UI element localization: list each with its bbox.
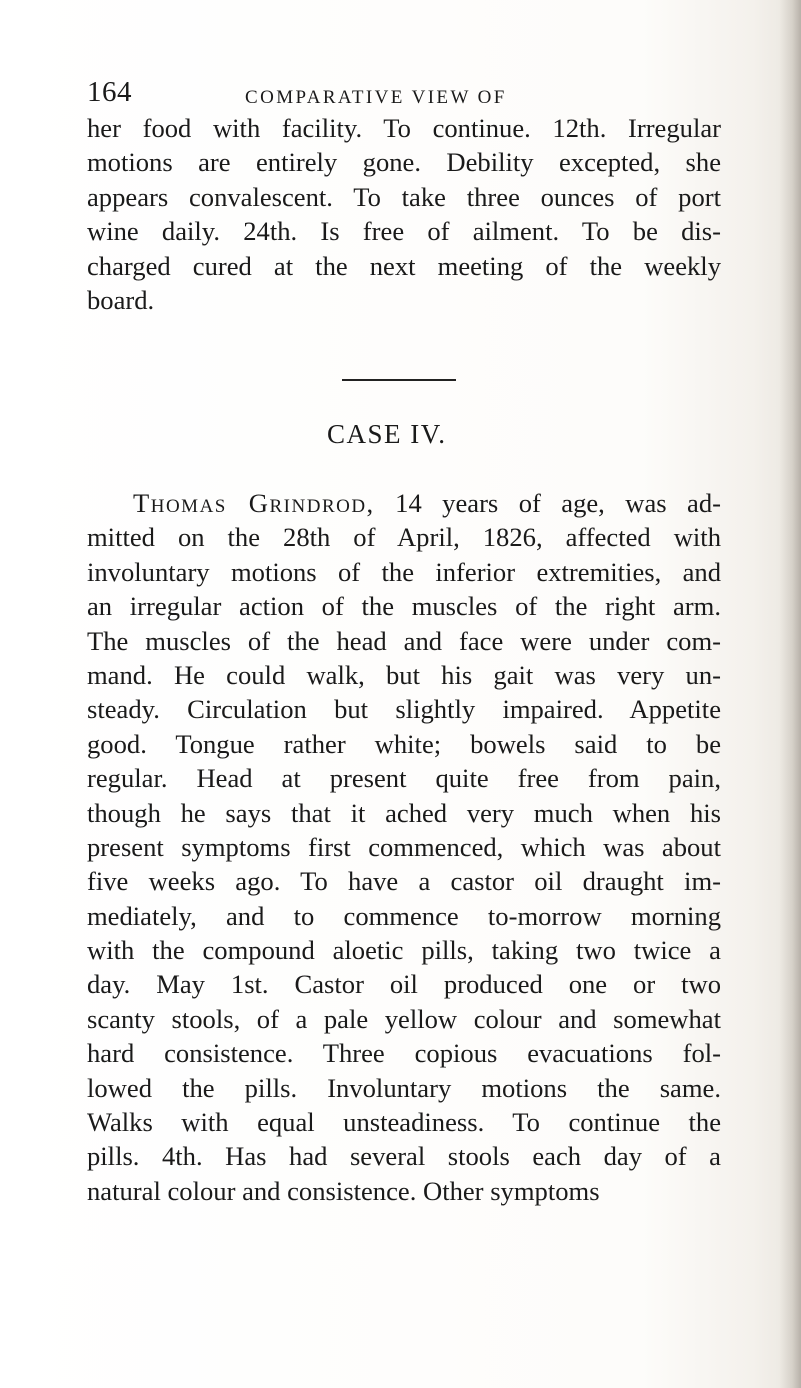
case-paragraph <box>87 486 721 1208</box>
page-number: 164 <box>87 76 132 108</box>
text-line: lowed the pills. Involuntary motions the same. <box>87 1072 721 1103</box>
text-line: pills. 4th. Has had several stools each day of a <box>87 1141 721 1172</box>
page-edge-shadow <box>779 0 801 1388</box>
text-line: present symptoms first commenced, which was about <box>87 831 721 862</box>
text-line: mediately, and to commence to-morrow morning <box>87 900 721 931</box>
text-line: natural colour and consistence. Other symptoms <box>87 1175 600 1206</box>
text-line: charged cured at the next meeting of the weekly <box>87 250 721 281</box>
text-line: day. May 1st. Castor oil produced one or two <box>87 969 721 1000</box>
text-line: regular. Head at present quite free from pain, <box>87 763 721 794</box>
page-header <box>87 76 707 112</box>
text-line: scanty stools, of a pale yellow colour and somewhat <box>87 1003 721 1034</box>
text-line: mitted on the 28th of April, 1826, affected with <box>87 522 721 553</box>
patient-name: Thomas Grindrod, <box>133 488 375 518</box>
text-line: with the compound aloetic pills, taking two twice a <box>87 935 721 966</box>
text-line: steady. Circulation but slightly impaired. Appetite <box>87 694 721 725</box>
text-line: involuntary motions of the inferior extremities, and <box>87 556 721 587</box>
text-line: good. Tongue rather white; bowels said to be <box>87 728 721 759</box>
section-divider <box>342 379 456 381</box>
text-line: five weeks ago. To have a castor oil draught im- <box>87 866 721 897</box>
running-head: COMPARATIVE VIEW OF <box>245 87 507 108</box>
text-fragment: 14 years of age, was ad- <box>374 488 721 518</box>
continuation-paragraph <box>87 111 721 317</box>
text-line: wine daily. 24th. Is free of ailment. To be dis- <box>87 216 721 247</box>
text-line: Walks with equal unsteadiness. To continue the <box>87 1107 721 1138</box>
text-line <box>87 486 721 520</box>
text-line: appears convalescent. To take three ounces of port <box>87 181 721 212</box>
text-line: hard consistence. Three copious evacuations fol- <box>87 1038 721 1069</box>
text-line: an irregular action of the muscles of the right arm. <box>87 591 721 622</box>
text-line: The muscles of the head and face were under com- <box>87 625 721 656</box>
text-line: though he says that it ached very much when his <box>87 797 721 828</box>
text-line: her food with facility. To continue. 12th. Irregular <box>87 113 721 143</box>
text-line: motions are entirely gone. Debility excepted, she <box>87 147 721 178</box>
text-line: board. <box>87 284 155 315</box>
text-line: mand. He could walk, but his gait was very un- <box>87 659 721 690</box>
case-heading: CASE IV. <box>327 419 447 449</box>
